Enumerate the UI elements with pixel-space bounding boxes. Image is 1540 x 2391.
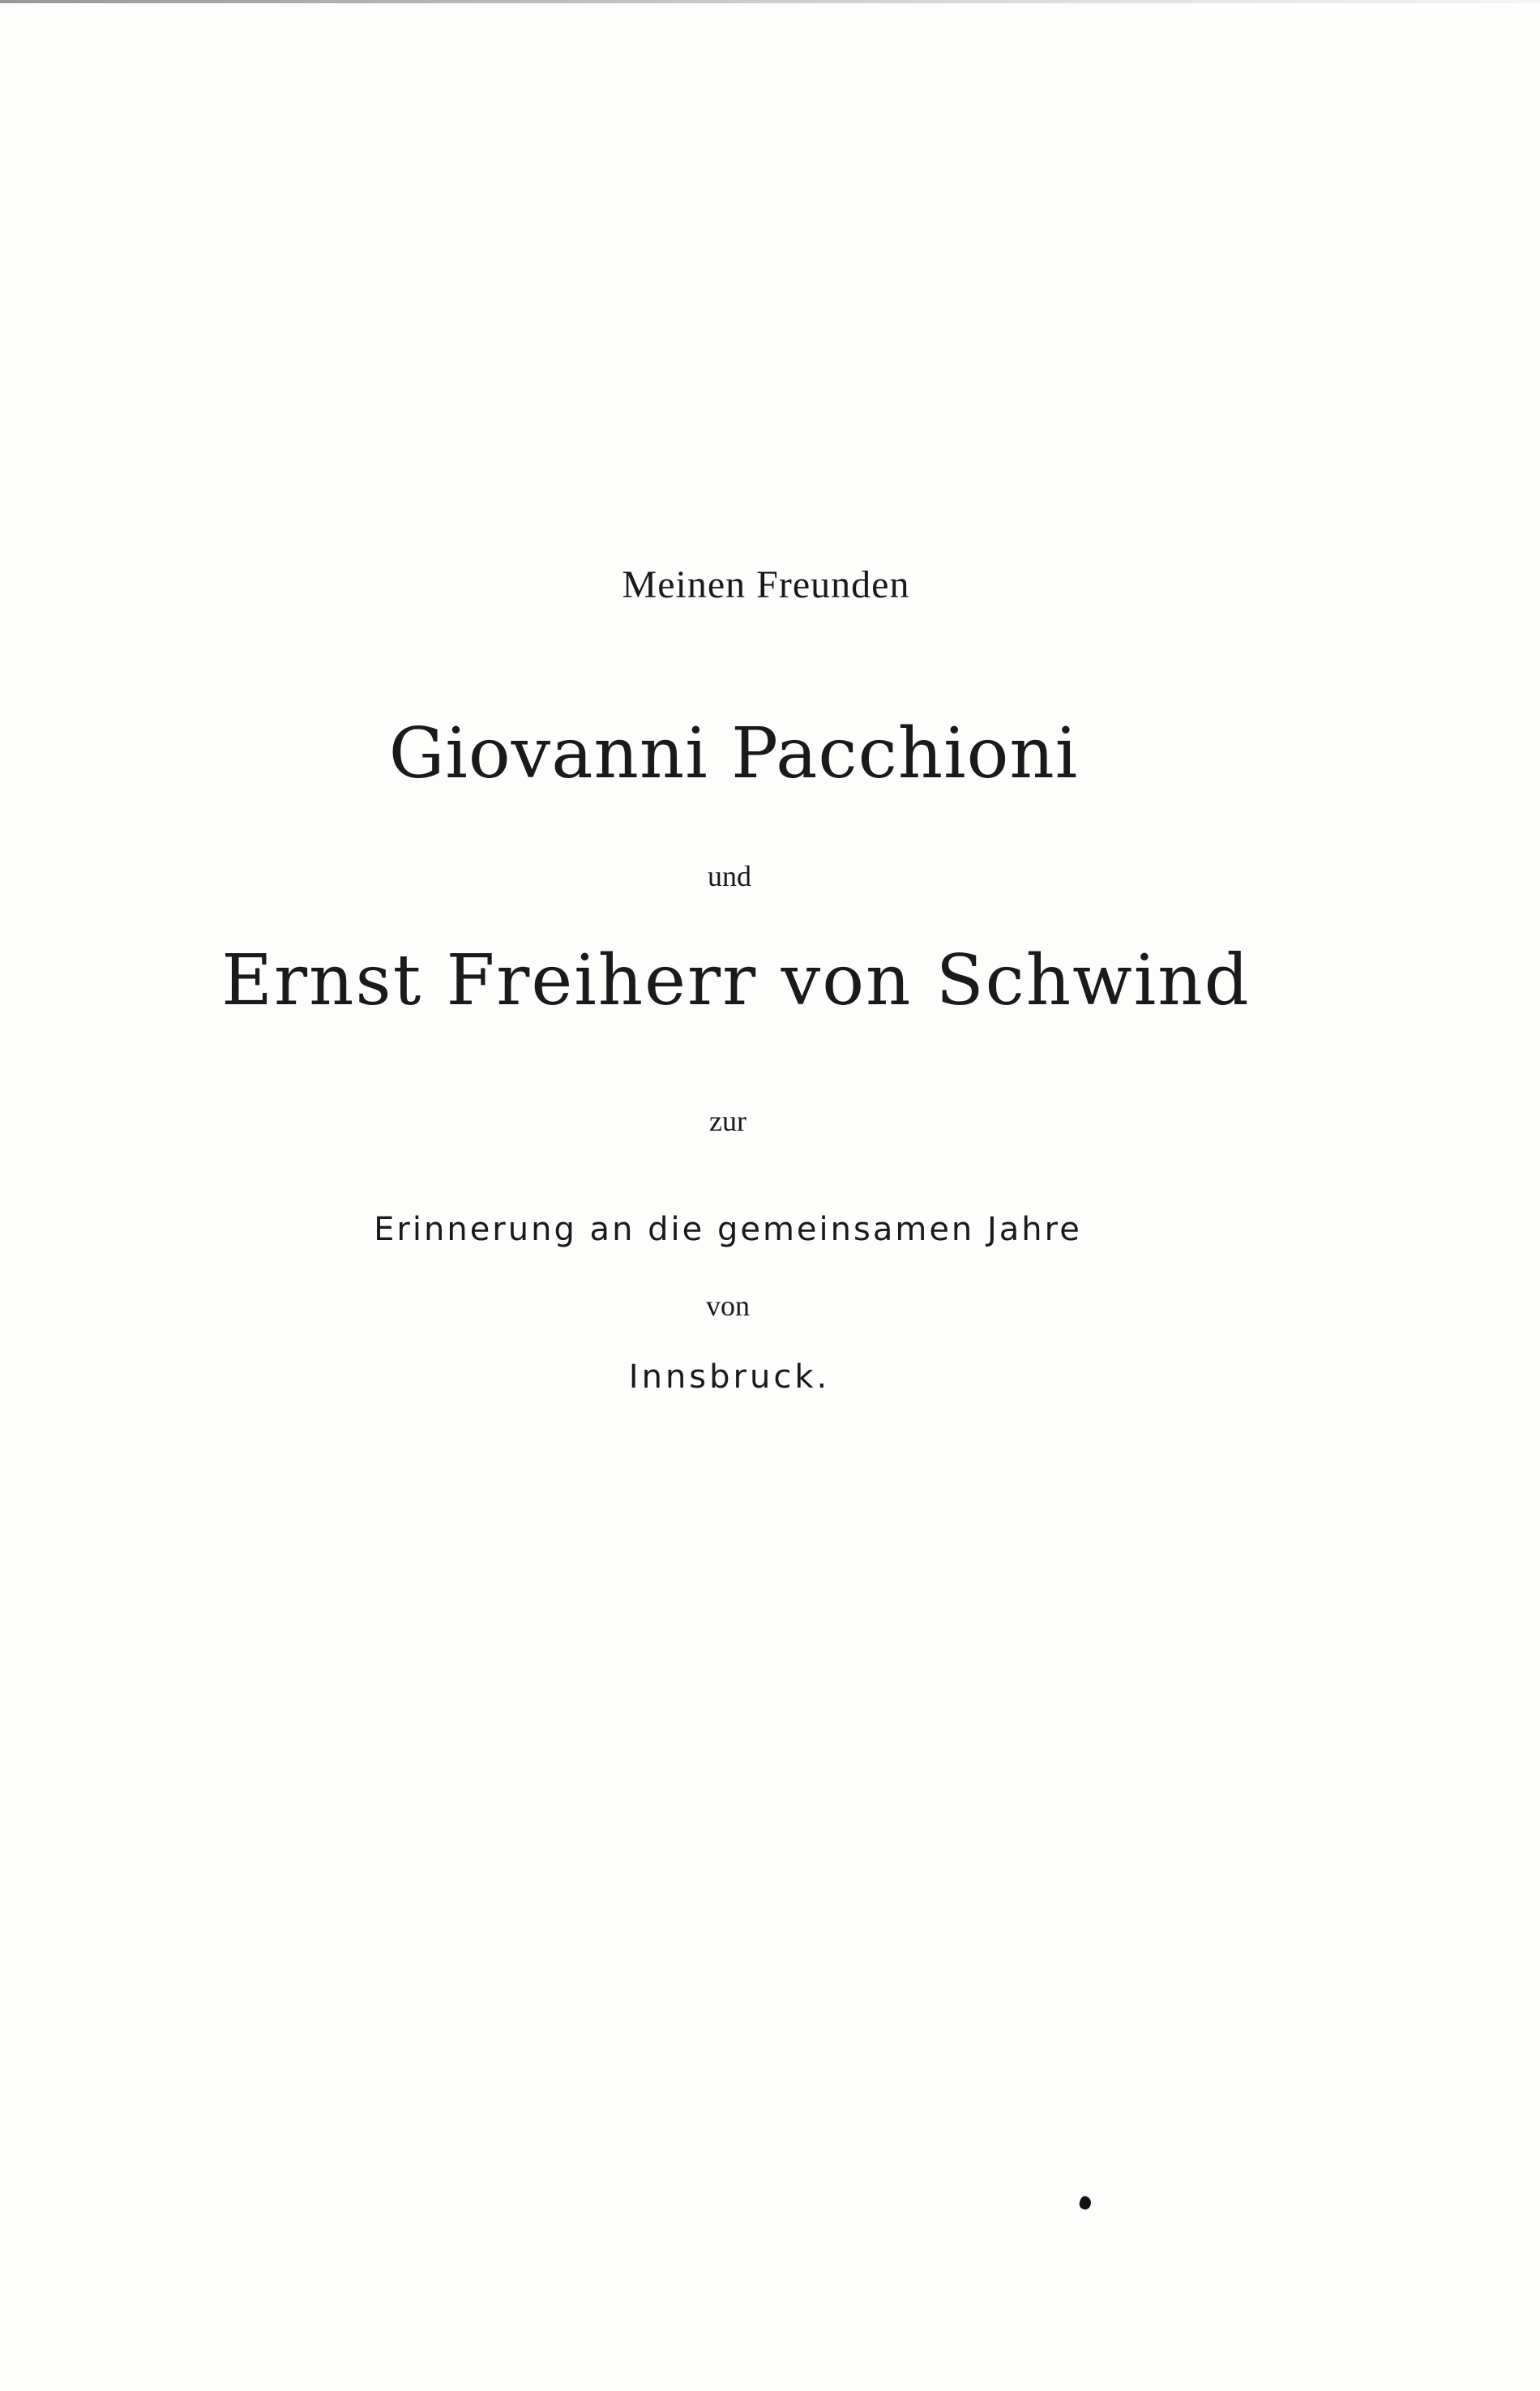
dedicatee-name-first: Giovanni Pacchioni: [388, 713, 1079, 794]
remembrance-text: Erinnerung an die gemeinsamen Jahre: [374, 1211, 1082, 1248]
from-text: von: [706, 1290, 750, 1322]
ink-speck: [1078, 2195, 1093, 2211]
page-edge-shadow: [0, 0, 1540, 3]
dedicatee-name-second: Ernst Freiherr von Schwind: [221, 940, 1251, 1021]
conjunction-text: und: [708, 860, 751, 892]
preposition-text: zur: [709, 1105, 746, 1137]
dedication-intro: Meinen Freunden: [622, 563, 910, 606]
place-text: Innsbruck.: [628, 1358, 831, 1396]
